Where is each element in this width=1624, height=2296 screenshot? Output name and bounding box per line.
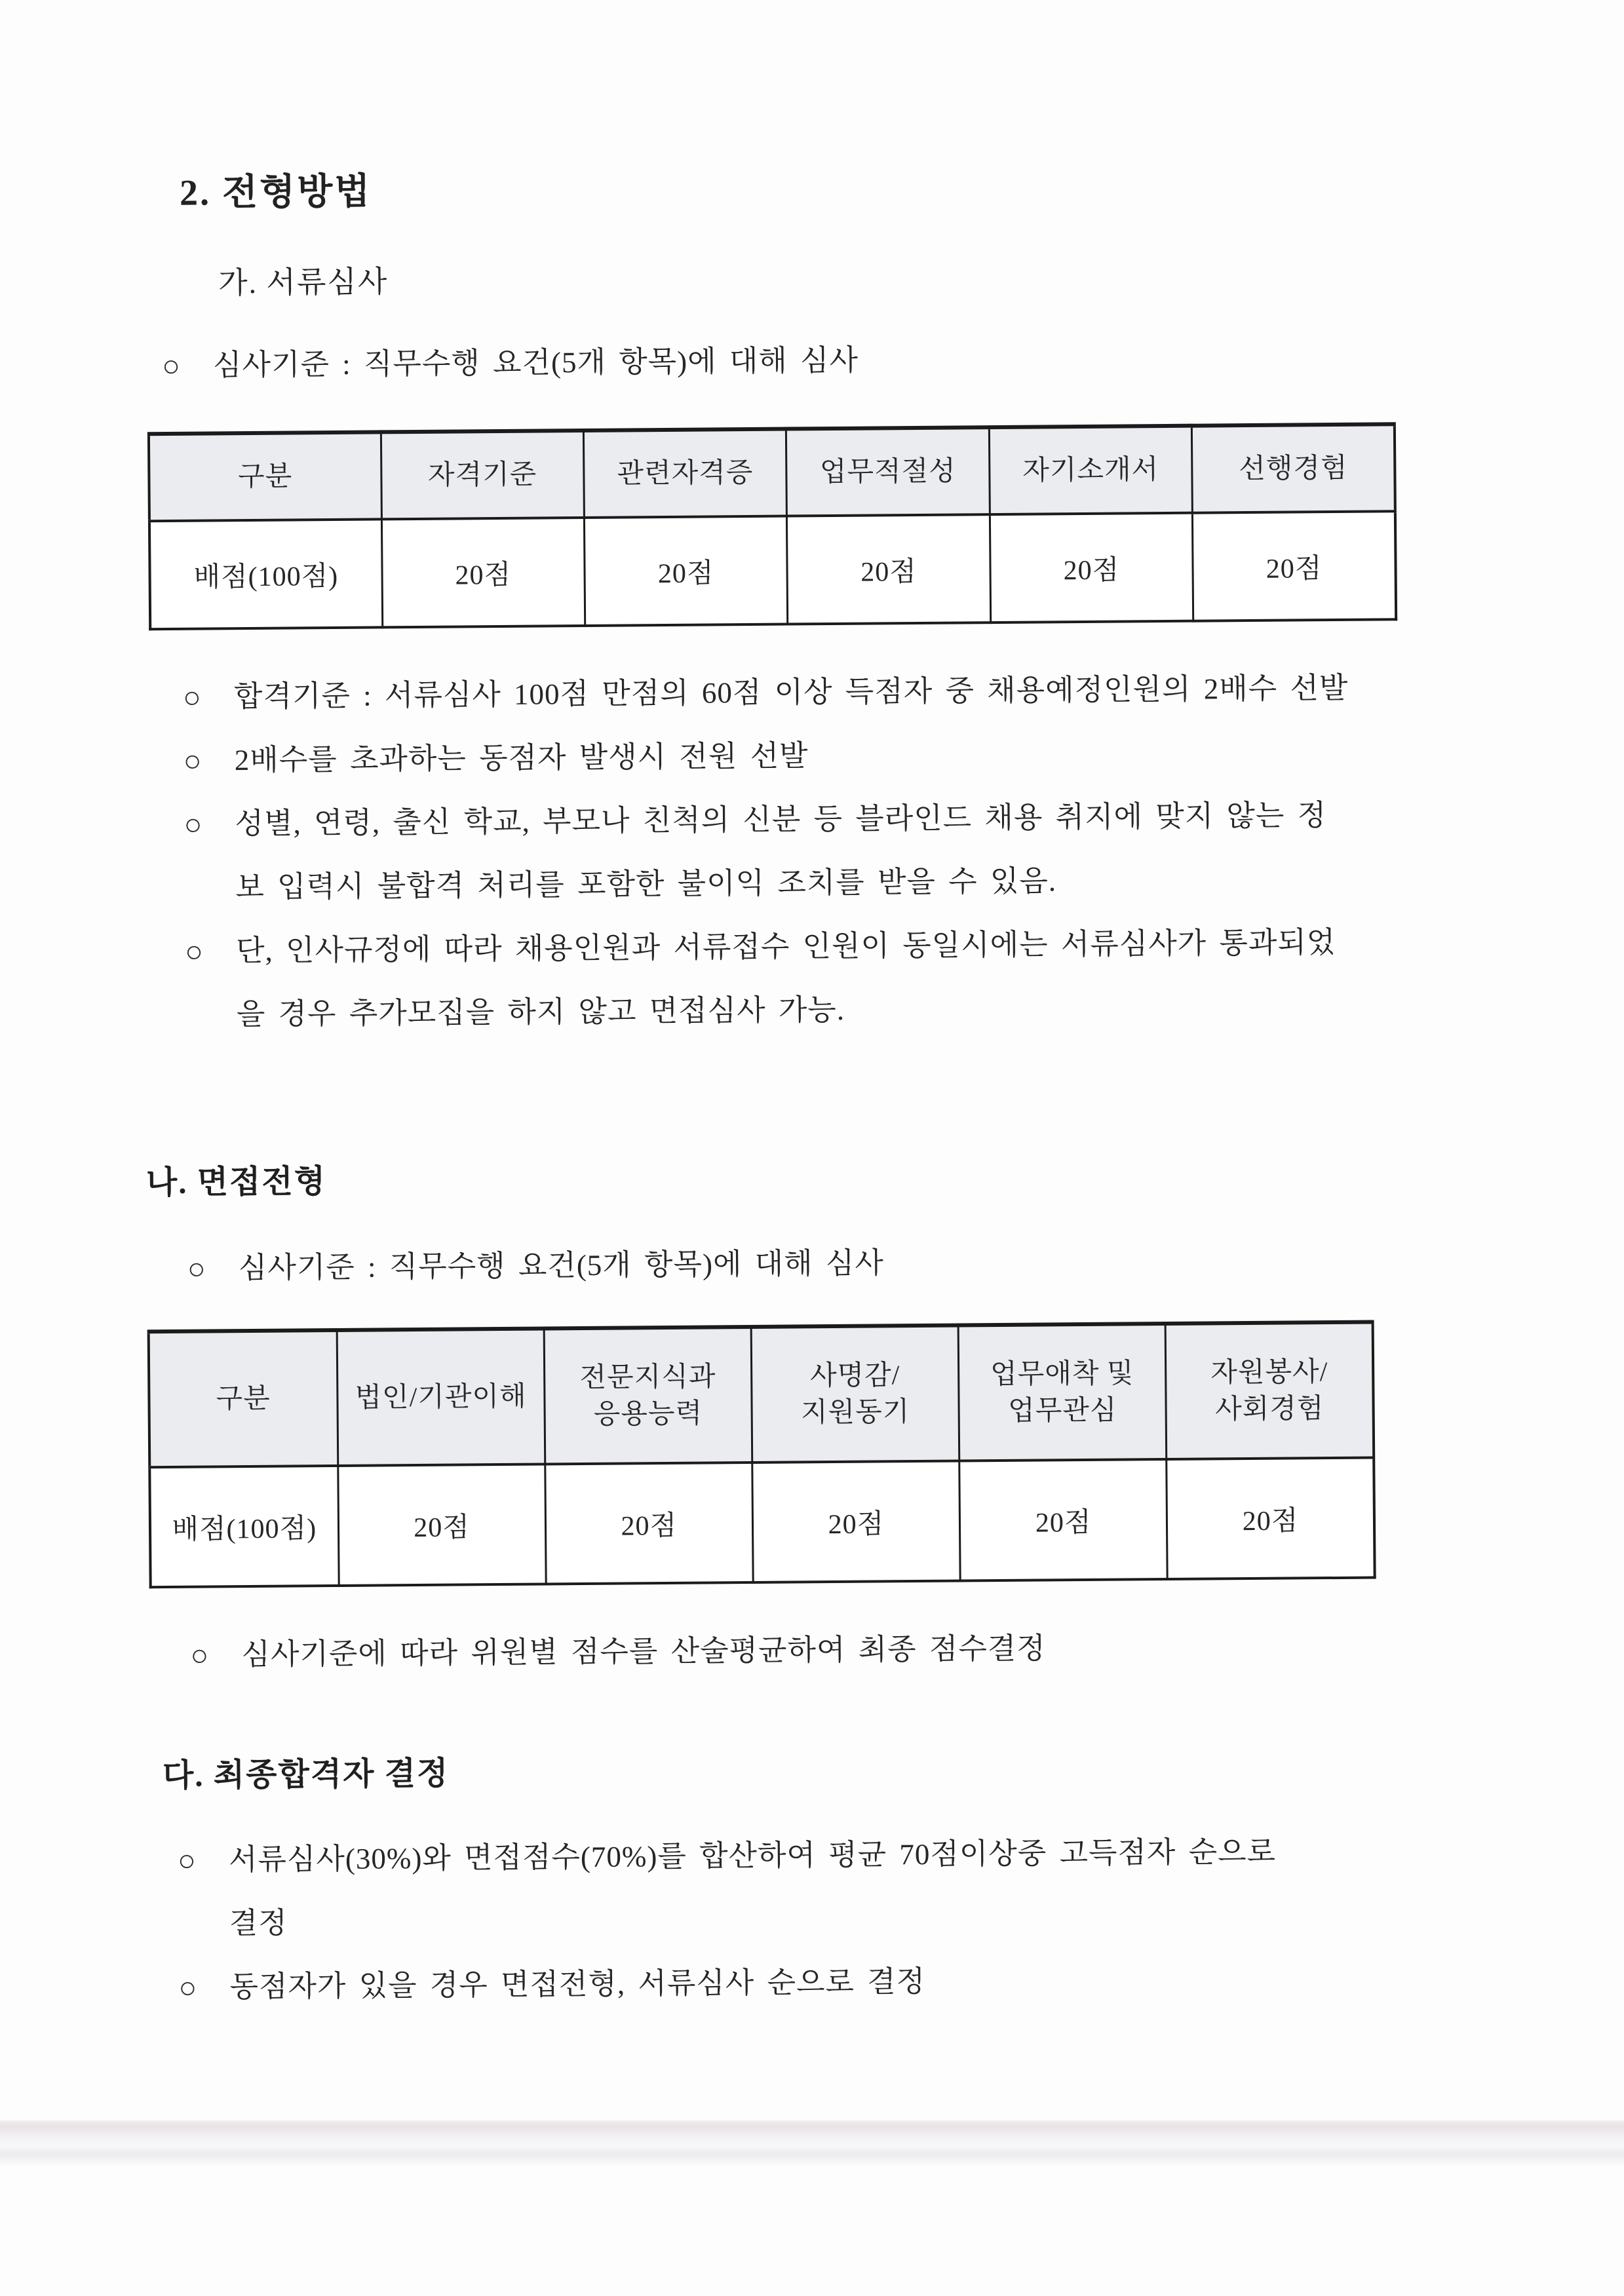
circle-bullet-icon: ○ [177,1843,196,1877]
circle-bullet-icon: ○ [184,807,203,841]
criteria-text-b: 심사기준 : 직무수행 요건(5개 항목)에 대해 심사 [238,1246,884,1285]
bullet-list-a [183,655,1624,1047]
table-header-row [149,1322,1374,1468]
table-header-cell: 자격기준 [381,430,584,519]
bullet-text-continuation: 을 경우 추가모집을 하지 않고 면접심사 가능. [236,993,845,1031]
bullet-list-c [178,1818,1624,2019]
circle-bullet-icon: ○ [184,934,204,968]
circle-bullet-icon: ○ [161,349,181,383]
subsection-heading-final-decision: 다. 최종합격자 결정 [162,1755,450,1794]
table-header-cell: 선행경험 [1191,424,1395,512]
table-header-cell: 관련자격증 [583,429,786,518]
table-header-row [149,424,1395,521]
table-cell: 20점 [959,1459,1168,1580]
table-header-cell: 구분 [149,432,381,521]
circle-bullet-icon: ○ [187,1252,206,1286]
bullet-item [178,1944,1624,2019]
bullet-item [183,718,1621,793]
bullet-text: 서류심사(30%)와 면접점수(70%)를 합산하여 평균 70점이상중 고득점자 순으로 [228,1835,1277,1877]
subsection-heading-interview: 나. 면접전형 [145,1163,327,1201]
table-cell: 20점 [545,1463,753,1584]
table-header-cell: 자기소개서 [989,426,1192,514]
bullet-item [184,782,1622,920]
table-header-cell: 법인/기관이해 [337,1328,545,1465]
bullet-text: 2배수를 초과하는 동점자 발생시 전원 선발 [234,739,809,777]
table-header-cell: 업무애착 및 업무관심 [958,1324,1167,1461]
bullet-text: 동점자가 있을 경우 면접전형, 서류심사 순으로 결정 [229,1964,926,2004]
bullet-text: 단, 인사규정에 따라 채용인원과 서류접수 인원이 동일시에는 서류심사가 통과되었 [235,925,1336,968]
bullet-item [185,909,1623,1047]
bullet-text: 합격기준 : 서류심사 100점 만점의 60점 이상 득점자 중 채용예정인원의 2배수 선발 [233,671,1349,714]
bullet-item [190,1613,1624,1687]
scanner-shadow-artifact [0,2120,1624,2169]
table-header-cell: 업무적절성 [786,427,990,516]
circle-bullet-icon: ○ [182,680,202,714]
criteria-bullet-a [162,323,1619,398]
table-row [149,1458,1374,1588]
circle-bullet-icon: ○ [190,1638,209,1672]
subsection-heading-document-screening: 가. 서류심사 [218,265,389,300]
table-header-cell: 사명감/ 지원동기 [751,1326,959,1463]
bullet-item [183,655,1621,729]
bullet-text-continuation: 보 입력시 불합격 처리를 포함한 불이익 조치를 받을 수 있음. [235,864,1057,904]
bullet-text: 성별, 연령, 출신 학교, 부모나 친척의 신분 등 블라인드 채용 취지에 맞지 않는 정 [235,799,1327,841]
bullet-item [178,1818,1624,1956]
table-cell: 20점 [381,518,585,627]
bullet-text: 심사기준에 따라 위원별 점수를 산술평균하여 최종 점수결정 [241,1632,1046,1672]
table-header-cell: 자원봉사/ 사회경험 [1165,1322,1374,1459]
table-cell: 20점 [1192,511,1396,621]
table-cell: 20점 [752,1461,961,1582]
table-cell: 20점 [338,1464,546,1585]
criteria-text-a: 심사기준 : 직무수행 요건(5개 항목)에 대해 심사 [212,343,859,382]
table-cell: 20점 [990,513,1193,622]
criteria-bullet-b [187,1226,1624,1301]
bullet-text-continuation: 결정 [229,1906,288,1940]
interview-score-table [147,1320,1376,1589]
table-header-cell: 구분 [149,1330,338,1467]
table-cell: 20점 [1167,1458,1375,1579]
table-row-label: 배점(100점) [149,519,382,629]
table-header-cell: 전문지식과 응용능력 [544,1327,752,1464]
table-row-label: 배점(100점) [149,1466,338,1587]
circle-bullet-icon: ○ [183,744,202,778]
document-screening-score-table [147,422,1397,630]
table-cell: 20점 [584,516,788,626]
table-row [149,511,1396,629]
table-cell: 20점 [787,514,991,624]
main-title: 2. 전형방법 [179,171,372,214]
circle-bullet-icon: ○ [178,1970,197,2004]
